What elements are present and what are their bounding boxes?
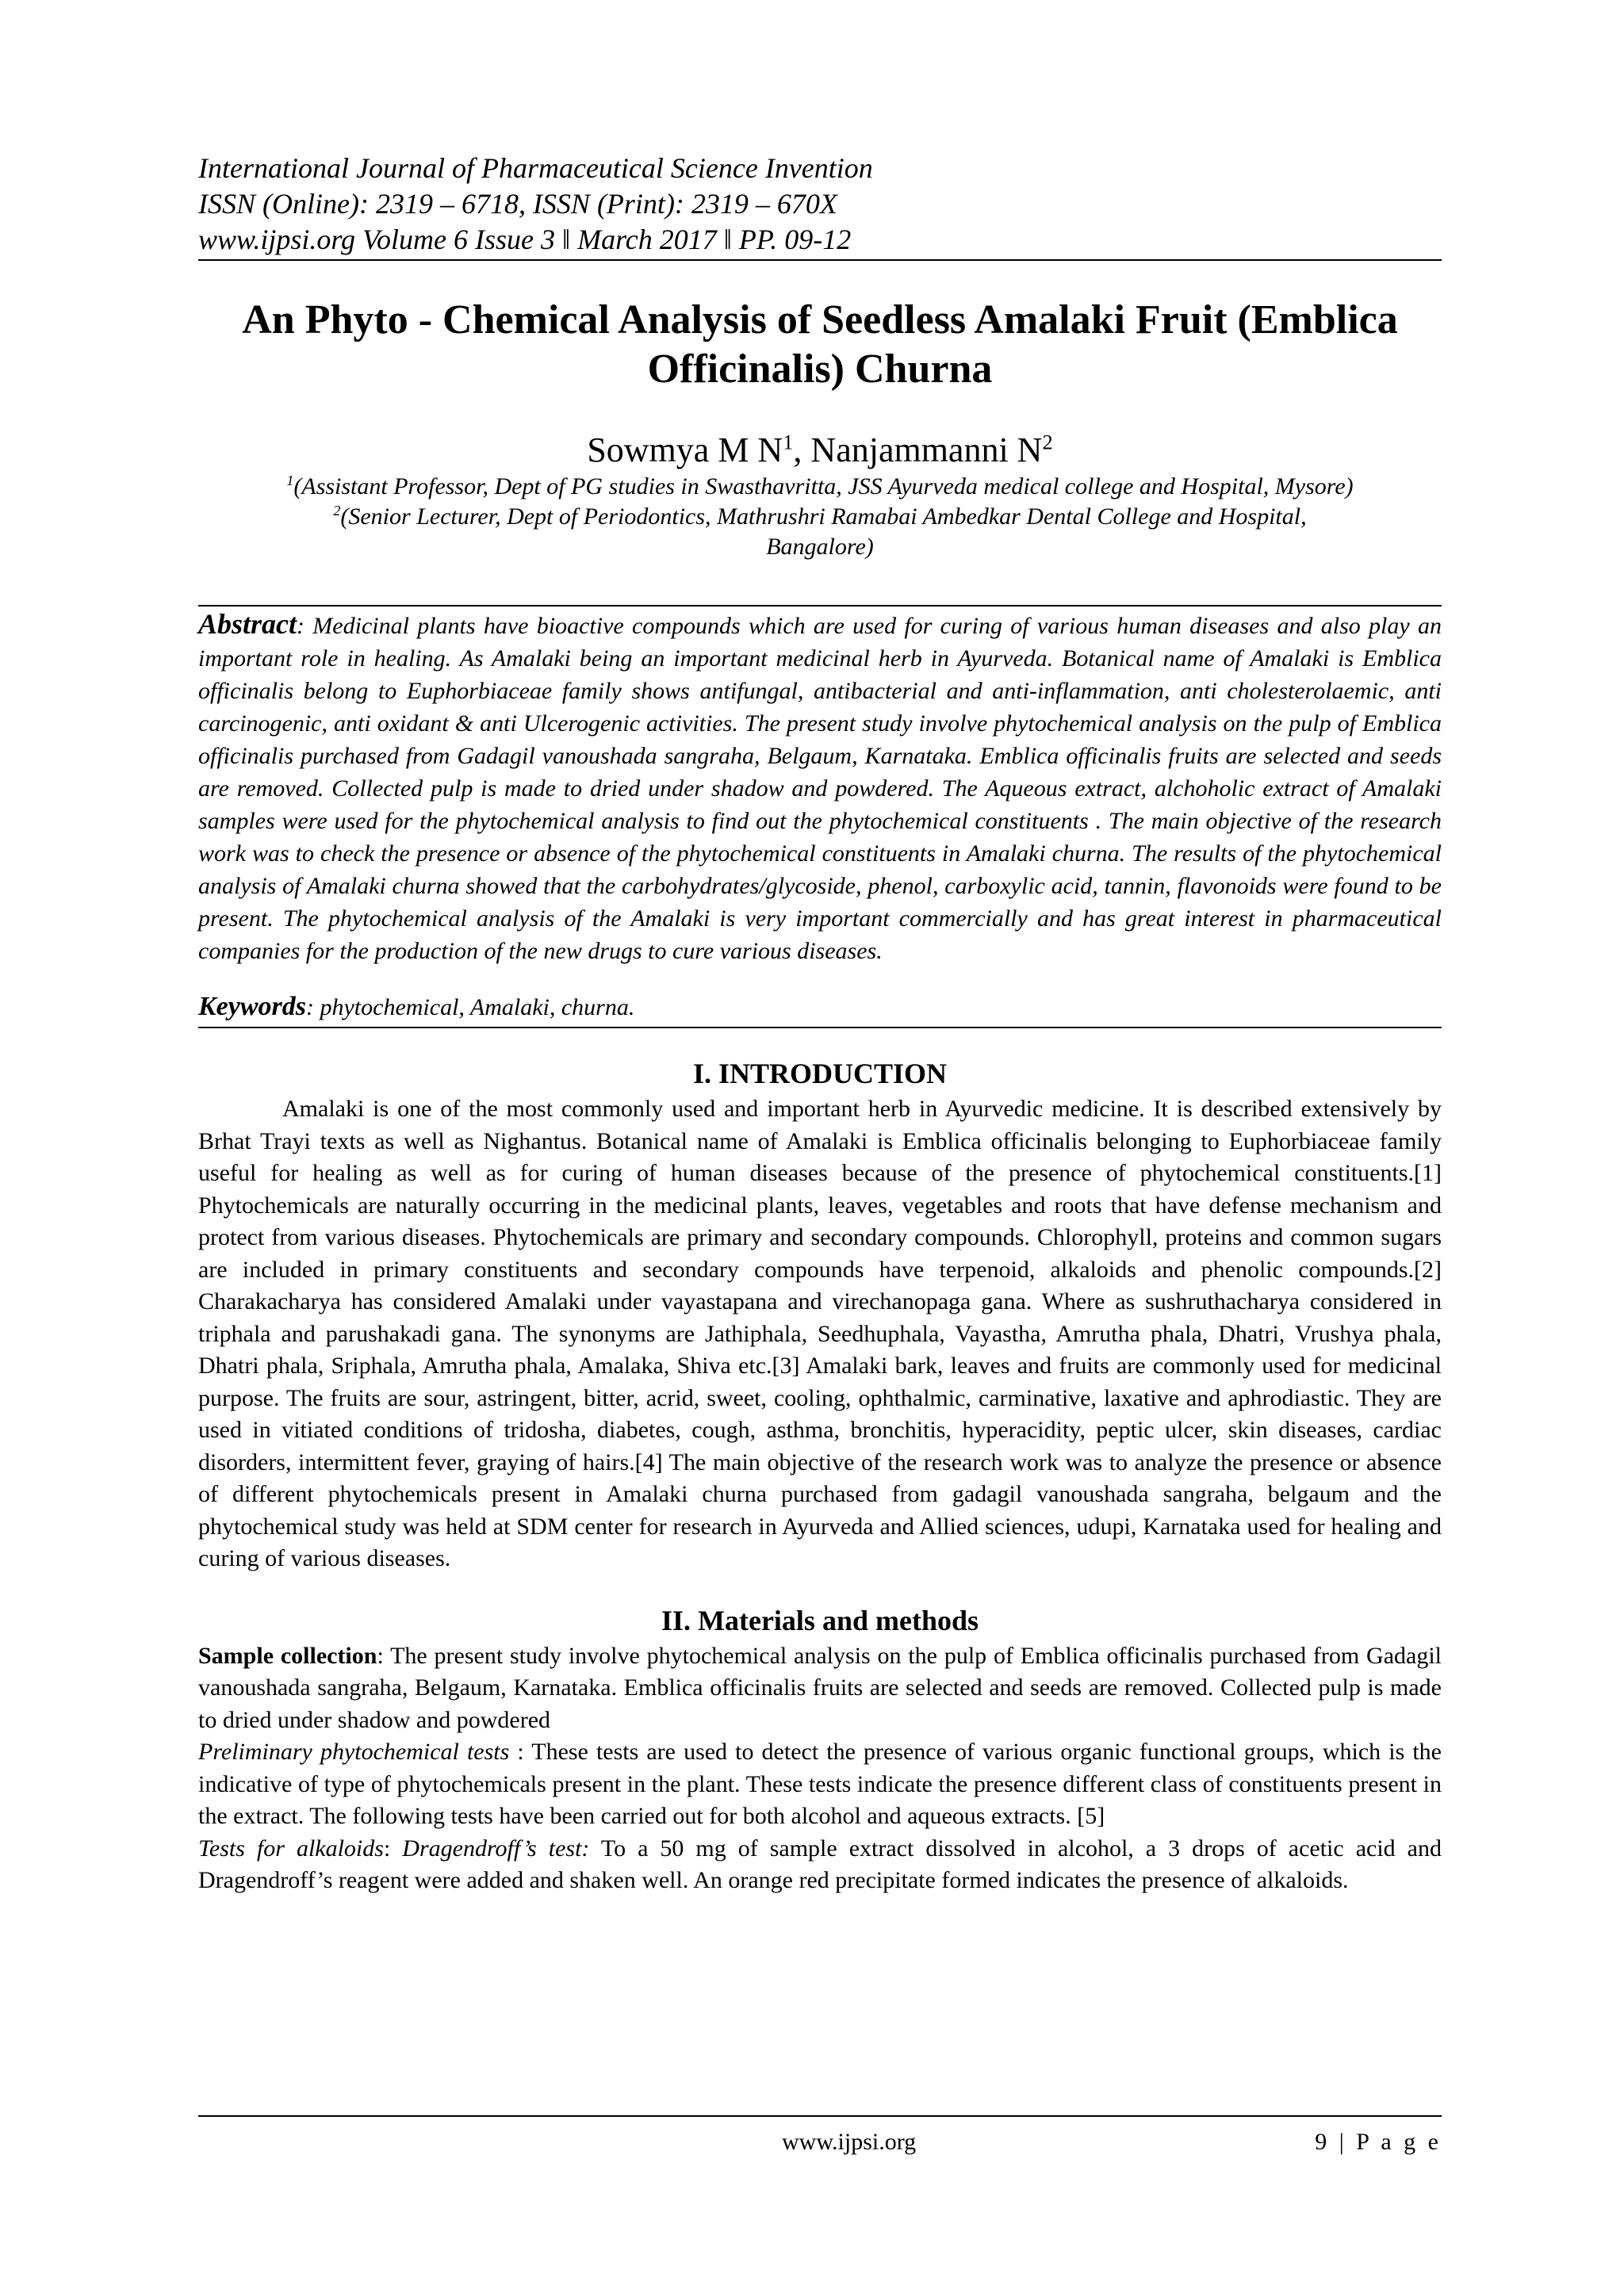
abstract-label: Abstract (198, 608, 297, 640)
affiliation-mark: 1 (286, 473, 294, 488)
title-line-1: An Phyto - Chemical Analysis of Seedless Amalaki Fruit (Emblica (242, 297, 1398, 342)
sample-collection-text: : The present study involve phytochemical analysis on the pulp of Emblica officinalis purchased from Gadagil vanoushada sangraha, Belgaum, Karnataka. Emblica officinalis fruits are selected and seeds are removed. Collected pulp is made to dried under shadow and powdered (198, 1642, 1442, 1733)
abstract (198, 608, 1442, 967)
dragendroff-test-label: Dragendroff’s test: (402, 1835, 590, 1862)
affiliation-text: (Senior Lecturer, Dept of Periodontics, Mathrushri Ramabai Ambedkar Dental College and Hospital, (340, 503, 1307, 530)
affiliation-text: (Assistant Professor, Dept of PG studies in Swasthavritta, JSS Ayurveda medical college and Hospital, Mysore) (293, 473, 1354, 499)
affiliations (198, 472, 1442, 562)
section-heading-materials: II. Materials and methods (661, 1604, 979, 1636)
preliminary-tests-text: : These tests are used to detect the presence of various organic functional groups, which is the indicative of type of phytochemicals present in the plant. These tests indicate the presence different class of constituents present in the extract. The following tests have been carried out for both alcohol and aqueous extracts. [5] (198, 1739, 1442, 1829)
author-list (198, 429, 1442, 472)
title-line-2: Officinalis) Churna (647, 346, 993, 392)
alkaloid-test-separator: : (383, 1835, 403, 1862)
alkaloid-test-paragraph (198, 1833, 1442, 1897)
affiliation-2-cont: Bangalore) (766, 534, 874, 560)
author-separator: , (793, 430, 811, 469)
journal-name: International Journal of Pharmaceutical Science Invention (198, 152, 873, 184)
affiliation-1 (198, 472, 1442, 502)
footer-rule (198, 2115, 1442, 2117)
sample-collection-label: Sample collection (198, 1642, 377, 1669)
author-affiliation-mark: 2 (1042, 430, 1053, 454)
keywords-text: : phytochemical, Amalaki, churna. (306, 994, 635, 1020)
abstract-bottom-rule (198, 1027, 1442, 1028)
sample-collection-paragraph (198, 1640, 1442, 1737)
journal-volume: www.ijpsi.org Volume 6 Issue 3 ǁ March 2017 ǁ PP. 09-12 (198, 224, 852, 255)
author-name: Nanjammanni N (810, 430, 1043, 469)
journal-issn: ISSN (Online): 2319 – 6718, ISSN (Print): 2319 – 670X (198, 188, 837, 220)
affiliation-mark: 2 (333, 503, 341, 519)
keywords-label: Keywords (198, 992, 306, 1021)
introduction-paragraph: Amalaki is one of the most commonly used and important herb in Ayurvedic medicine. It is described extensively by Brhat Trayi texts as well as Nighantus. Botanical name of Amalaki is Emblica officinalis belonging to Euphorbiaceae family useful for healing as well as for curing of human diseases because of the presence of phytochemical constituents.[1] Phytochemicals are naturally occurring in the medicinal plants, leaves, vegetables and roots that have defense mechanism and protect from various diseases. Phytochemicals are primary and secondary compounds. Chlorophyll, proteins and common sugars are included in primary constituents and secondary compounds have terpenoid, alkaloids and phenolic compounds.[2] Charakacharya has considered Amalaki under vayastapana and virechanopaga gana. Where as sushruthacharya considered in triphala and parushakadi gana. The synonyms are Jathiphala, Seedhuphala, Vayastha, Amrutha phala, Dhatri, Vrushya phala, Dhatri phala, Sriphala, Amrutha phala, Amalaka, Shiva etc.[3] Amalaki bark, leaves and fruits are commonly used for medicinal purpose. The fruits are sour, astringent, bitter, acrid, sweet, cooling, ophthalmic, carminative, laxative and aphrodiastic. They are used in vitiated conditions of tridosha, diabetes, cough, asthma, bronchitis, hyperacidity, peptic ulcer, skin diseases, cardiac disorders, intermittent fever, graying of hairs.[4] The main objective of the research work was to analyze the presence or absence of different phytochemicals present in Amalaki churna purchased from gadagil vanoushada sangraha, belgaum and the phytochemical study was held at SDM center for research in Ayurveda and Allied sciences, udupi, Karnataka used for healing and curing of various diseases. (198, 1096, 1442, 1571)
journal-header (198, 151, 1442, 258)
preliminary-tests-paragraph (198, 1736, 1442, 1833)
page-footer (198, 2115, 1442, 2160)
footer-page-number: 9 | P a g e (1315, 2129, 1442, 2155)
footer-row (198, 2125, 1442, 2160)
header-rule (198, 259, 1442, 261)
keywords (198, 991, 1442, 1024)
paper-page (198, 151, 1442, 1897)
preliminary-tests-label: Preliminary phytochemical tests (198, 1739, 510, 1765)
affiliation-2 (198, 502, 1442, 532)
section-heading-introduction: I. INTRODUCTION (692, 1058, 948, 1089)
author-name: Sowmya M N (587, 430, 783, 469)
paper-title (198, 296, 1442, 394)
abstract-top-rule (198, 605, 1442, 607)
alkaloid-test-label: Tests for alkaloids (198, 1835, 384, 1862)
author-affiliation-mark: 1 (783, 430, 794, 454)
footer-website: www.ijpsi.org (782, 2129, 917, 2155)
alkaloid-test-text: To a 50 mg of sample extract dissolved in alcohol, a 3 drops of acetic acid and Dragendroff’s reagent were added and shaken well. An orange red precipitate formed indicates the presence of alkaloids. (198, 1835, 1442, 1893)
abstract-text: : Medicinal plants have bioactive compounds which are used for curing of various human diseases and also play an important role in healing. As Amalaki being an important medicinal herb in Ayurveda. Botanical name of Amalaki is Emblica officinalis belong to Euphorbiaceae family shows antifungal, antibacterial and anti-inflammation, anti cholesterolaemic, anti carcinogenic, anti oxidant & anti Ulcerogenic activities. The present study involve phytochemical analysis on the pulp of Emblica officinalis purchased from Gadagil vanoushada sangraha, Belgaum, Karnataka. Emblica officinalis fruits are selected and seeds are removed. Collected pulp is made to dried under shadow and powdered. The Aqueous extract, alchoholic extract of Amalaki samples were used for the phytochemical analysis to find out the phytochemical constituents . The main objective of the research work was to check the presence or absence of the phytochemical constituents in Amalaki churna. The results of the phytochemical analysis of Amalaki churna showed that the carbohydrates/glycoside, phenol, carboxylic acid, tannin, flavonoids were found to be present. The phytochemical analysis of the Amalaki is very important commercially and has great interest in pharmaceutical companies for the production of the new drugs to cure various diseases. (198, 613, 1442, 964)
